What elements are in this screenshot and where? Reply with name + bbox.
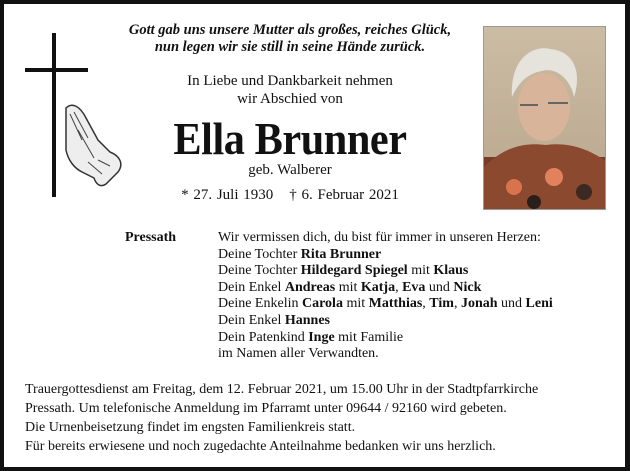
family-line xyxy=(218,247,553,264)
family-line xyxy=(218,280,553,297)
family-text: , xyxy=(453,296,461,312)
burial-info: Die Urnenbeisetzung findet im engsten Familienkreis statt. xyxy=(25,420,356,435)
family-line xyxy=(218,263,553,280)
relative-name: Matthias xyxy=(368,296,423,312)
family-text: mit Familie xyxy=(334,329,404,345)
family-text: mit xyxy=(342,296,369,312)
portrait-photo xyxy=(483,26,606,210)
family-text: Dein Patenkind xyxy=(218,329,309,345)
intro xyxy=(70,72,510,108)
family-text: Dein Enkel xyxy=(218,279,285,295)
thanks-note: Für bereits erwiesene und noch zugedachte Anteilnahme bedanken wir uns herzlich. xyxy=(25,439,496,454)
relative-name: Katja xyxy=(360,279,396,295)
family-list xyxy=(218,230,553,363)
cross-icon xyxy=(52,33,56,197)
relative-name: Klaus xyxy=(433,263,469,279)
relative-name: Tim xyxy=(429,296,454,312)
place-name: Pressath xyxy=(125,230,177,245)
motto-line: Gott gab uns unsere Mutter als großes, reiches Glück, xyxy=(128,22,452,38)
family-text: mit xyxy=(407,263,434,279)
family-text: , xyxy=(422,296,430,312)
intro-line: In Liebe und Dankbarkeit nehmen xyxy=(187,73,393,89)
maiden-name: geb. Walberer xyxy=(248,162,332,178)
service-info-cont: Pressath. Um telefonische Anmeldung im Pfarramt unter 09644 / 92160 wird gebeten. xyxy=(25,401,507,416)
family-text: Deine Tochter xyxy=(218,263,301,279)
service-info: Trauergottesdienst am Freitag, dem 12. Februar 2021, um 15.00 Uhr in der Stadtpfarrkirche xyxy=(25,382,539,397)
family-text: Wir vermissen dich, du bist für immer in unseren Herzen: xyxy=(218,230,541,245)
relative-name: Inge xyxy=(308,329,335,345)
relative-name: Jonah xyxy=(460,296,498,312)
relative-name: Leni xyxy=(525,296,553,312)
footer-text xyxy=(25,380,615,456)
motto-line: nun legen wir sie still in seine Hände zurück. xyxy=(154,39,426,55)
relative-name: Carola xyxy=(301,296,343,312)
family-text: und xyxy=(497,296,526,312)
relative-name: Nick xyxy=(453,279,482,295)
family-line xyxy=(218,230,553,247)
family-text: , xyxy=(395,279,403,295)
death-date: † 6. Februar 2021 xyxy=(289,187,399,203)
deceased-name: Ella Brunner xyxy=(173,113,407,164)
relative-name: Eva xyxy=(402,279,426,295)
birth-date: * 27. Juli 1930 xyxy=(181,187,274,203)
family-line xyxy=(218,346,553,363)
relative-name: Hannes xyxy=(284,312,330,328)
family-text: im Namen aller Verwandten. xyxy=(218,346,379,362)
intro-line: wir Abschied von xyxy=(237,91,343,107)
family-text: Deine Tochter xyxy=(218,246,301,262)
family-line xyxy=(218,313,553,330)
relative-name: Andreas xyxy=(284,279,336,295)
family-line xyxy=(218,296,553,313)
family-text: Deine Enkelin xyxy=(218,296,302,312)
family-text: Dein Enkel xyxy=(218,312,285,328)
family-line xyxy=(218,330,553,347)
relative-name: Rita Brunner xyxy=(300,246,382,262)
life-dates xyxy=(70,187,510,204)
family-text: und xyxy=(425,279,454,295)
family-text: mit xyxy=(335,279,361,295)
motto xyxy=(70,22,510,56)
relative-name: Hildegard Spiegel xyxy=(300,263,408,279)
